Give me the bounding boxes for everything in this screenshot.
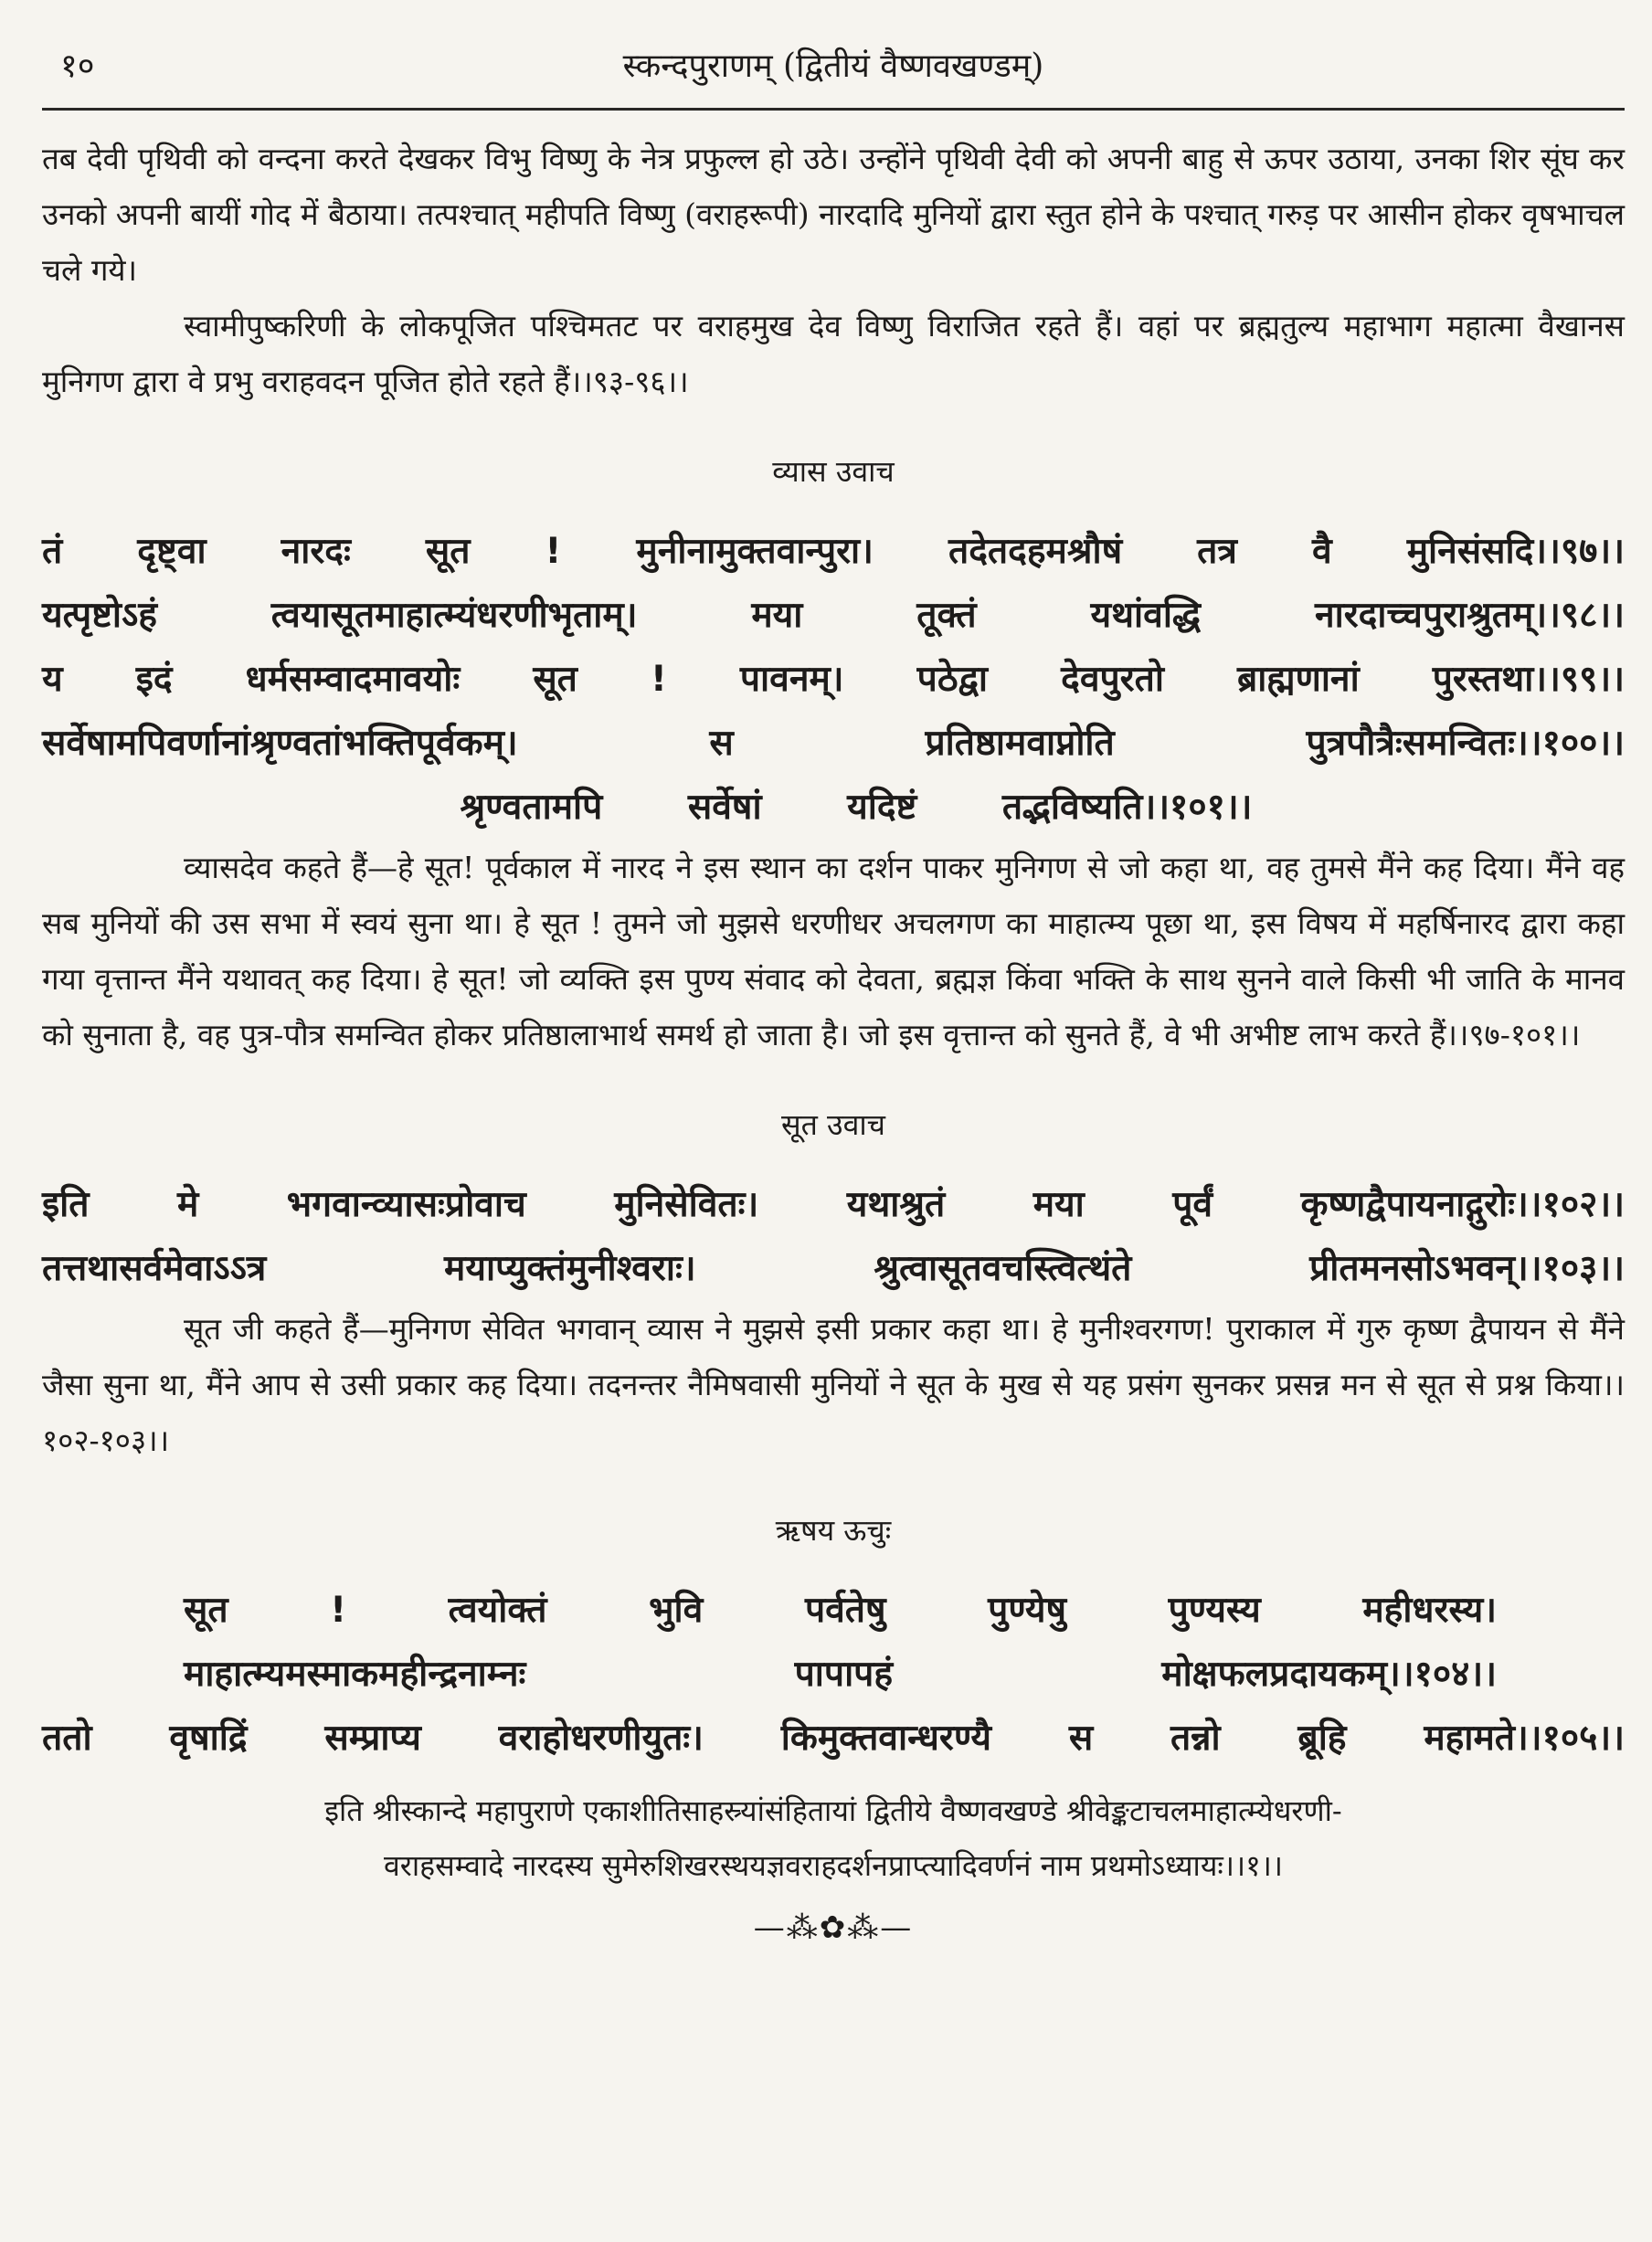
- colophon-line-2: वराहसम्वादे नारदस्य सुमेरुशिखरस्थयज्ञवराहदर्शनप्राप्त्यादिवर्णनं नाम प्रथमोऽध्यायः।।१।।: [383, 1848, 1284, 1883]
- verse-line: सूत ! त्वयोक्तं भुवि पर्वतेषु पुण्येषु पुण्यस्य महीधरस्य।: [184, 1590, 1497, 1631]
- verse-line: तं दृष्ट्वा नारदः सूत ! मुनीनामुक्तवान्पुरा। तदेतदहमश्रौषं तत्र वै मुनिसंसदि।।९७।।: [42, 531, 1625, 572]
- verse-line: य इदं धर्मसम्वादमावयोः सूत ! पावनम्। पठेद्वा देवपुरतो ब्राह्मणानां पुरस्तथा।।९९।।: [42, 659, 1625, 700]
- verse-line: सर्वेषामपिवर्णानांश्रृण्वतांभक्तिपूर्वकम्। स प्रतिष्ठामवाप्नोति पुत्रपौत्रैःसमन्वितः।।१००।।: [42, 723, 1625, 764]
- verse-line-centered: श्रृण्वतामपि सर्वेषां यदिष्टं तद्भविष्यति।।१०१।।: [460, 787, 1253, 828]
- colophon-line-1: इति श्रीस्कान्दे महापुराणे एकाशीतिसाहस्र्यांसंहितायां द्वितीये वैष्णवखण्डे श्रीवेङ्कटाचलमाहात्म्येधरणी-: [324, 1793, 1342, 1828]
- prose-paragraph-2: स्वामीपुष्करिणी के लोकपूजित पश्चिमतट पर वराहमुख देव विष्णु विराजित रहते हैं। वहां पर ब्रह्मतुल्य महाभाग महात्मा वैखानस मुनिगण द्वारा वे प्रभु वराहवदन पूजित होते रहते हैं।।९३-९६।।: [42, 308, 1625, 399]
- verse-line: इति मे भगवान्व्यासःप्रोवाच मुनिसेवितः। यथाश्रुतं मया पूर्वं कृष्णद्वैपायनाद्गुरोः।।१०२।।: [42, 1184, 1625, 1225]
- speaker-heading-suta: सूत उवाच: [781, 1107, 885, 1142]
- prose-paragraph-4: सूत जी कहते हैं—मुनिगण सेवित भगवान् व्यास ने मुझसे इसी प्रकार कहा था। हे मुनीश्वरगण! पुराकाल में गुरु कृष्ण द्वैपायन से मैंने जैसा सुना था, मैंने आप से उसी प्रकार कह दिया। तदनन्तर नैमिषवासी मुनियों ने सूत के मुख से यह प्रसंग सुनकर प्रसन्न मन से सूत से प्रश्न किया।।१०२-१०३।।: [42, 1311, 1625, 1458]
- verse-line: ततो वृषाद्रिं सम्प्राप्य वराहोधरणीयुतः। किमुक्तवान्धरण्यै स तन्नो ब्रूहि महामते।।१०५।।: [42, 1718, 1625, 1759]
- prose-paragraph-3: व्यासदेव कहते हैं—हे सूत! पूर्वकाल में नारद ने इस स्थान का दर्शन पाकर मुनिगण से जो कहा था, वह तुमसे मैंने कह दिया। मैंने वह सब मुनियों की उस सभा में स्वयं सुना था। हे सूत ! तुमने जो मुझसे धरणीधर अचलगण का माहात्म्य पूछा था, इस विषय में महर्षिनारद द्वारा कहा गया वृत्तान्त मैंने यथावत् कह दिया। हे सूत! जो व्यक्ति इस पुण्य संवाद को देवता, ब्रह्मज्ञ किंवा भक्ति के साथ सुनने वाले किसी भी जाति के मानव को सुनाता है, वह पुत्र-पौत्र समन्वित होकर प्रतिष्ठालाभार्थ समर्थ हो जाता है। जो इस वृत्तान्त को सुनते हैं, वे भी अभीष्ट लाभ करते हैं।।९७-१०१।।: [42, 850, 1625, 1052]
- verse-line: यत्पृष्टोऽहं त्वयासूतमाहात्म्यंधरणीभृताम्। मया तूक्तं यथांवद्धि नारदाच्चपुराश्रुतम्।।९८।।: [42, 595, 1625, 636]
- speaker-heading-rishis: ऋषय ऊचुः: [775, 1513, 892, 1548]
- running-title: स्कन्दपुराणम् (द्वितीयं वैष्णवखण्डम्): [622, 48, 1044, 85]
- chapter-colophon: [42, 1783, 1625, 1893]
- speaker-heading-vyasa: व्यास उवाच: [772, 454, 895, 489]
- page-number: १०: [60, 48, 95, 85]
- verse-line: तत्तथासर्वमेवाऽऽत्र मयाप्युक्तंमुनीश्वराः। श्रुत्वासूतवचस्त्वित्थंते प्रीतमनसोऽभवन्।।१०३।।: [42, 1248, 1625, 1289]
- header-rule: [42, 108, 1625, 111]
- end-ornament-icon: —⁂✿⁂—: [753, 1909, 914, 1946]
- verse-line: माहात्म्यमस्माकमहीन्द्रनाम्नः पापापहं मोक्षफलप्रदायकम्।।१०४।।: [184, 1654, 1497, 1695]
- prose-paragraph-1: तब देवी पृथिवी को वन्दना करते देखकर विभु विष्णु के नेत्र प्रफुल्ल हो उठे। उन्होंने पृथिवी देवी को अपनी बाहु से ऊपर उठाया, उनका शिर सूंघ कर उनको अपनी बायीं गोद में बैठाया। तत्पश्चात् महीपति विष्णु (वराहरूपी) नारदादि मुनियों द्वारा स्तुत होने के पश्चात् गरुड़ पर आसीन होकर वृषभाचल चले गये।: [42, 141, 1625, 288]
- page-header: [42, 37, 1625, 99]
